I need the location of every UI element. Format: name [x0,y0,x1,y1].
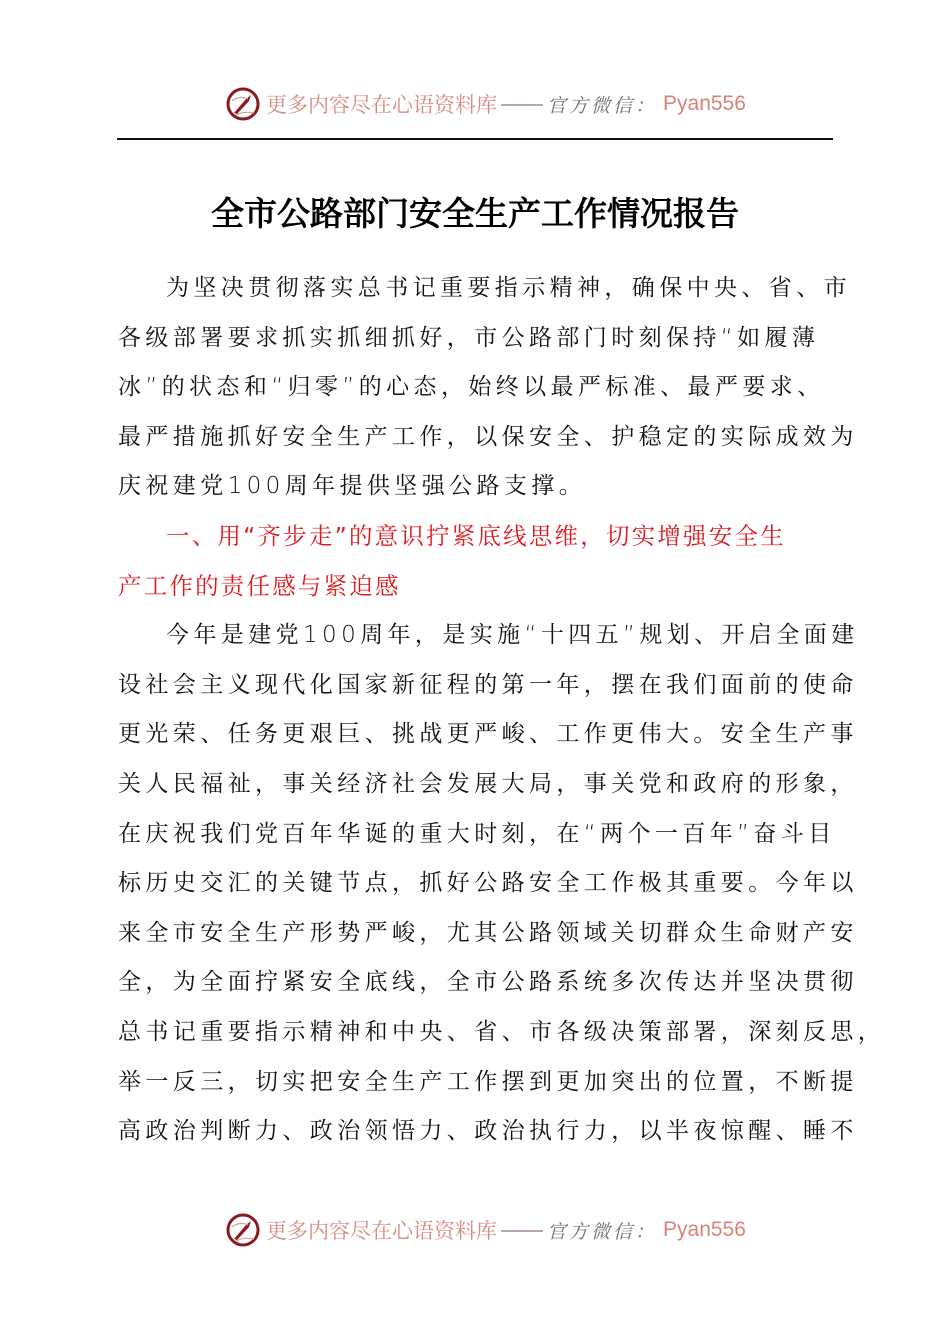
paragraph-line: 冰”的状态和“归零”的心态，始终以最严标准、最严要求、 [118,374,825,401]
paragraph-line: 为坚决贯彻落实总书记重要指示精神，确保中央、省、市 [166,275,851,301]
banner-main-text: 更多内容尽在心语资料库 [266,93,497,117]
section-heading-line: 一、用“齐步走”的意识拧紧底线思维，切实增强安全生 [166,521,786,550]
footer-banner [226,1208,746,1252]
paragraph-line: 在庆祝我们党百年华诞的重大时刻，在“两个一百年”奋斗目 [118,820,836,847]
paragraph-line: 标历史交汇的关键节点，抓好公路安全工作极其重要。今年以 [118,870,858,897]
banner-wechat-id: Pyan556 [663,92,746,115]
banner-wechat-label: 官方微信： [547,1220,658,1243]
paragraph-line: 关人民福祉，事关经济社会发展大局，事关党和政府的形象， [118,770,858,797]
paragraph-line: 庆祝建党100周年提供坚强公路支撑。 [118,473,587,500]
paragraph-line: 总书记重要指示精神和中央、省、市各级决策部署，深刻反思， [118,1018,886,1045]
banner-main-text: 更多内容尽在心语资料库 [266,1219,497,1243]
paragraph-line: 来全市安全生产形势严峻，尤其公路领域关切群众生命财产安 [118,919,858,946]
banner-separator [501,104,543,106]
paragraph-line: 各级部署要求抓实抓细抓好，市公路部门时刻保持“如履薄 [118,324,820,351]
document-body [118,264,886,1157]
header-banner [226,82,746,126]
quill-pen-logo-icon [226,1213,260,1247]
document-title: 全市公路部门安全生产工作情况报告 [211,194,739,233]
paragraph-line: 设社会主义现代化国家新征程的第一年，摆在我们面前的使命 [118,671,858,698]
paragraph-line: 全，为全面拧紧安全底线，全市公路系统多次传达并坚决贯彻 [118,969,858,996]
banner-wechat-id: Pyan556 [663,1218,746,1241]
banner-wechat-label: 官方微信： [547,94,658,117]
header-divider [117,138,833,140]
paragraph-line: 更光荣、任务更艰巨、挑战更严峻、工作更伟大。安全生产事 [118,721,858,748]
quill-pen-logo-icon [226,87,260,121]
paragraph-line: 举一反三，切实把安全生产工作摆到更加突出的位置，不断提 [118,1068,858,1095]
banner-separator [501,1230,543,1232]
paragraph-line: 高政治判断力、政治领悟力、政治执行力，以半夜惊醒、睡不 [118,1118,858,1145]
paragraph-line: 最严措施抓好安全生产工作，以保安全、护稳定的实际成效为 [118,423,858,450]
section-heading-line: 产工作的责任感与紧迫感 [118,571,401,600]
paragraph-line: 今年是建党100周年，是实施“十四五”规划、开启全面建 [166,622,859,649]
